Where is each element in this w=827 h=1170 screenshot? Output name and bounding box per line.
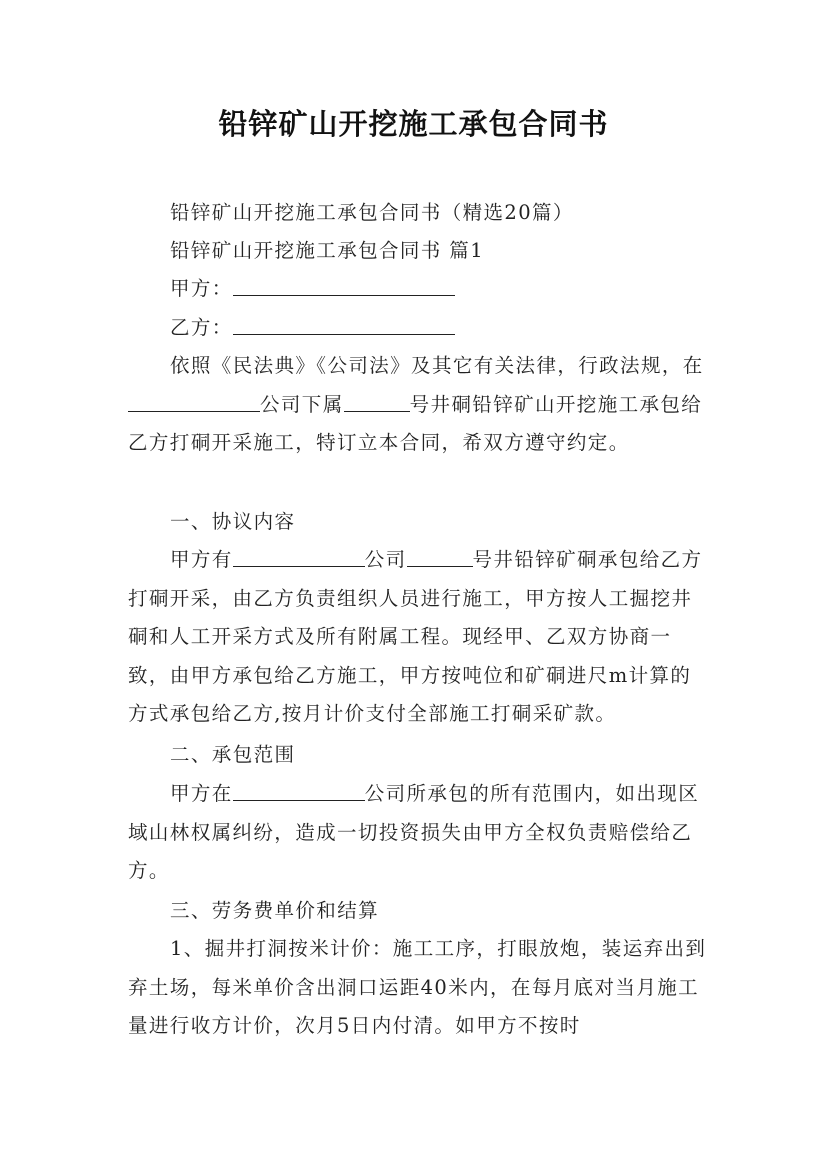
p1-text-b: 公司下属 (260, 392, 344, 416)
part-heading: 铅锌矿山开挖施工承包合同书 篇1 (170, 239, 485, 262)
p1-blank-1 (128, 392, 260, 412)
p3-blank-1 (233, 781, 365, 801)
p1-text-a: 依照《民法典》《公司法》及其它有关法律，行政法规，在 (170, 354, 704, 377)
party-b-blank (233, 315, 455, 335)
document-title: 铅锌矿山开挖施工承包合同书 (218, 107, 609, 141)
p3-text-a: 甲方在 (170, 782, 233, 805)
party-a-blank (233, 276, 455, 296)
party-a-line (170, 270, 455, 309)
p2-blank-1 (233, 547, 365, 567)
subtitle: 铅锌矿山开挖施工承包合同书（精选20篇） (170, 201, 574, 224)
paragraph-2 (128, 541, 708, 734)
party-b-line (170, 309, 455, 348)
p1-blank-2 (344, 392, 410, 412)
p1-text-c: 号井硐铅锌矿山开挖施工承包给乙方打硐开采施工，特订立本合同，希双方遵守约定。 (128, 392, 703, 454)
p3-text-b: 公司所承包的所有范围内，如出现区域山林权属纠纷，造成一切投资损失由甲方全权负责赔偿给乙方。 (128, 782, 700, 882)
p2-text-b: 公司 (364, 548, 407, 571)
paragraph-4: 1、掘井打洞按米计价：施工工序，打眼放炮，装运弃出到弃土场，每米单价含出洞口运距40米内，在每月底对当月施工量进行收方计价，次月5日内付清。如甲方不按时 (128, 937, 707, 1037)
paragraph-1 (128, 347, 708, 463)
p2-text-a: 甲方有 (170, 548, 233, 571)
p2-blank-2 (407, 547, 473, 567)
party-a-label: 甲方： (170, 277, 233, 300)
party-b-label: 乙方： (170, 316, 233, 339)
p2-text-c: 号井铅锌矿硐承包给乙方打硐开采，由乙方负责组织人员进行施工，甲方按人工掘挖井硐和人工开采方式及所有附属工程。现经甲、乙双方协商一致，由甲方承包给乙方施工，甲方按吨位和矿硐进尺m计算的方式承包给乙方,按月计价支付全部施工打硐采矿款。 (128, 548, 703, 725)
section-heading-1: 一、协议内容 (170, 510, 296, 533)
section-heading-2: 二、承包范围 (170, 743, 296, 766)
section-heading-3: 三、劳务费单价和结算 (170, 899, 380, 922)
paragraph-3 (128, 775, 708, 891)
